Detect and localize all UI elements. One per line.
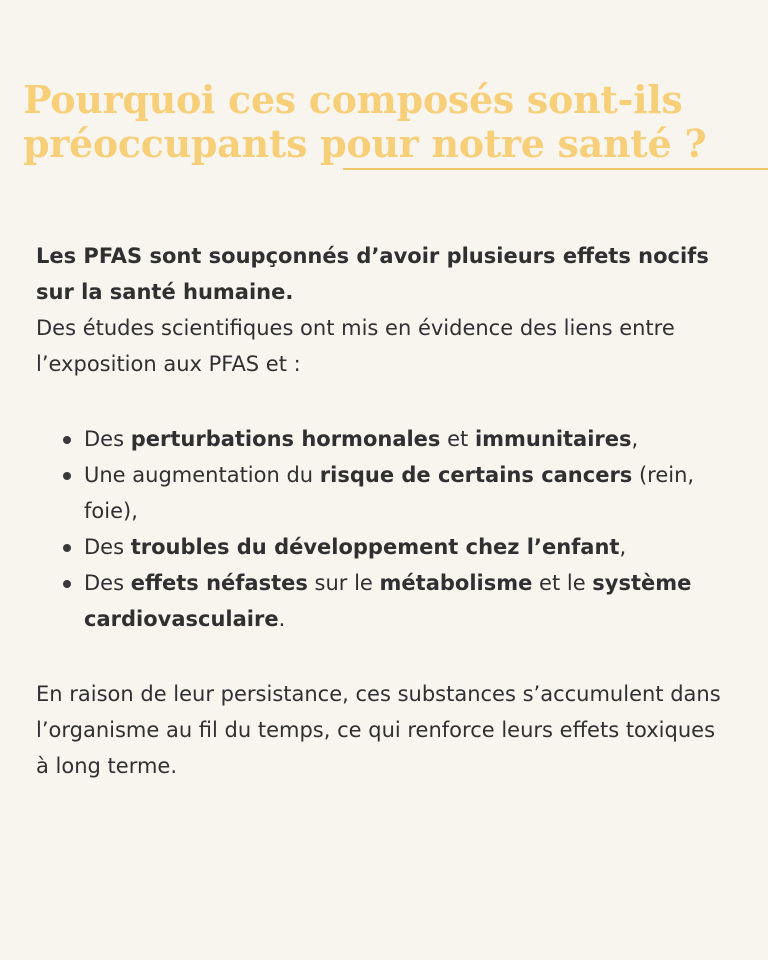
bullet-text: . — [278, 607, 286, 631]
list-item — [36, 529, 744, 565]
list-item — [36, 421, 744, 457]
bullet-text: , — [619, 535, 627, 559]
closing-paragraph: En raison de leur persistance, ces substances s’accumulent dans l’organisme au fil du temps, ce qui renforce leurs effets toxiques à long terme. — [36, 682, 721, 778]
title-underline-rule — [343, 168, 768, 170]
page-title — [23, 78, 763, 166]
bullet-bold-text: système cardiovasculaire — [84, 571, 692, 631]
bullet-text: Une augmentation du — [84, 463, 320, 487]
effects-list — [36, 421, 736, 637]
bullet-text: , — [631, 427, 639, 451]
bullet-bold-text: troubles du développement chez l’enfant — [130, 535, 620, 559]
bullet-bold-text: perturbations hormonales — [130, 427, 441, 451]
intro-text: Des études scientifiques ont mis en évidence des liens entre l’exposition aux PFAS et : — [36, 316, 675, 376]
content-body — [36, 238, 736, 784]
bullet-text: Des — [84, 571, 131, 595]
title-line-1: Pourquoi ces composés sont-ils — [23, 77, 683, 122]
bullet-bold-text: effets néfastes — [130, 571, 308, 595]
intro-bold-text: Les PFAS sont soupçonnés d’avoir plusieurs effets nocifs sur la santé humaine. — [36, 244, 709, 304]
bullet-bold-text: risque de certains cancers — [319, 463, 633, 487]
bullet-text: et — [440, 427, 475, 451]
bullet-text: Des — [84, 535, 131, 559]
bullet-text: Des — [84, 427, 131, 451]
list-item — [36, 565, 744, 637]
bullet-text: (rein, foie), — [84, 463, 695, 523]
bullet-bold-text: métabolisme — [379, 571, 533, 595]
title-line-2: préoccupants pour notre santé ? — [23, 121, 707, 166]
bullet-text: sur le — [307, 571, 380, 595]
list-item — [36, 457, 744, 529]
bullet-bold-text: immunitaires — [474, 427, 632, 451]
bullet-text: et le — [532, 571, 593, 595]
